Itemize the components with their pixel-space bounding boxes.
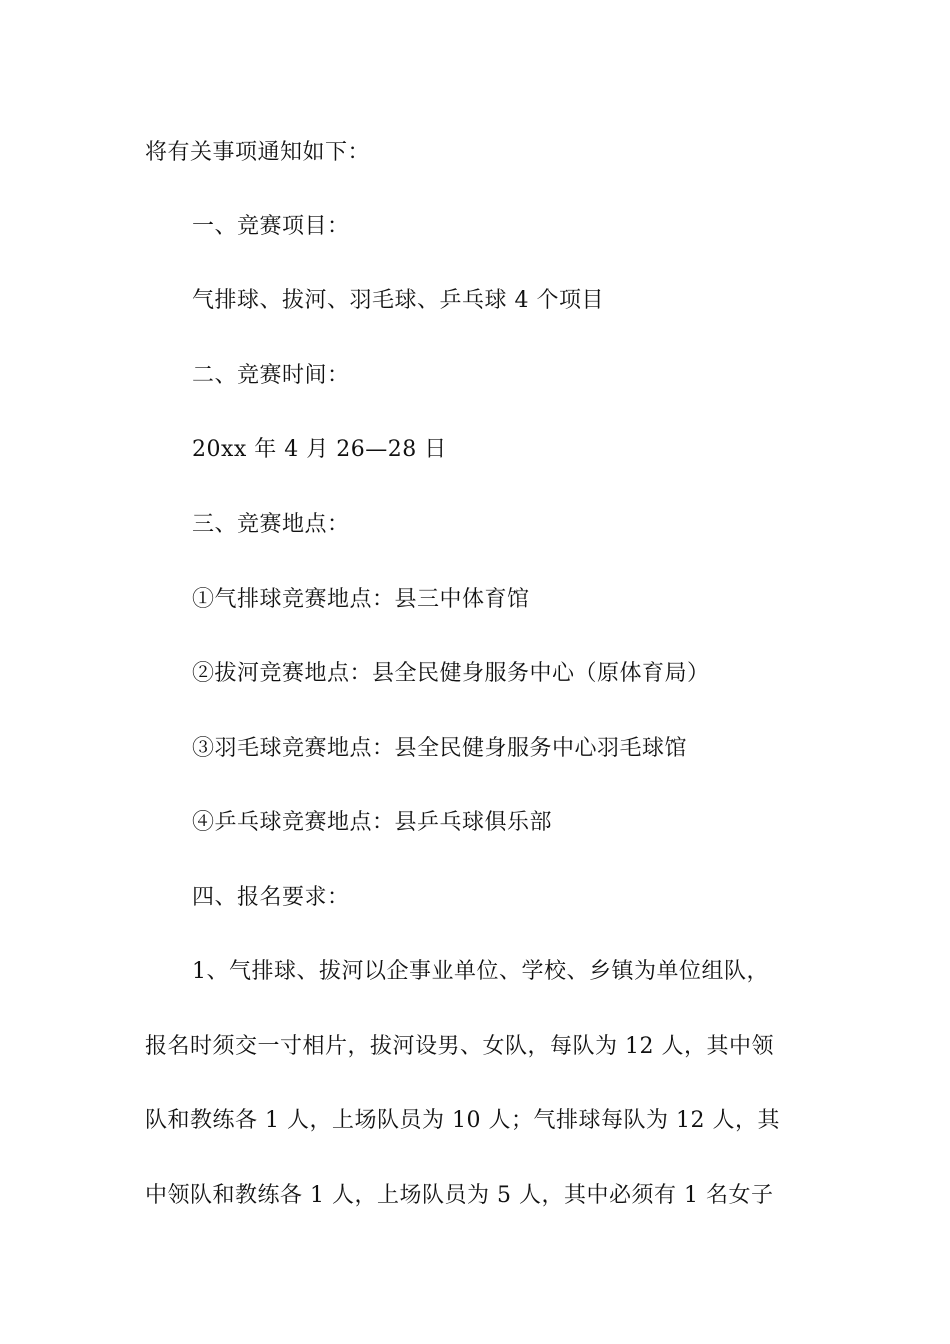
registration-line-1: 1、气排球、拔河以企事业单位、学校、乡镇为单位组队， (192, 959, 769, 984)
venue-badminton: ③羽毛球竞赛地点：县全民健身服务中心羽毛球馆 (192, 736, 688, 761)
section-heading-registration: 四、报名要求： (192, 885, 350, 910)
competition-dates: 20xx 年 4 月 26—28 日 (192, 437, 447, 462)
section-heading-time: 二、竞赛时间： (192, 363, 350, 388)
venue-table-tennis: ④乒乓球竞赛地点：县乒乓球俱乐部 (192, 810, 553, 835)
venue-volleyball: ①气排球竞赛地点：县三中体育馆 (192, 587, 530, 612)
registration-line-2: 报名时须交一寸相片，拔河设男、女队，每队为 12 人，其中领 (145, 1034, 774, 1059)
section-heading-events: 一、竞赛项目： (192, 214, 350, 239)
events-list: 气排球、拔河、羽毛球、乒乓球 4 个项目 (192, 288, 604, 313)
registration-line-3: 队和教练各 1 人，上场队员为 10 人；气排球每队为 12 人，其 (145, 1108, 780, 1133)
venue-tug-of-war: ②拔河竞赛地点：县全民健身服务中心（原体育局） (192, 661, 710, 686)
registration-line-4: 中领队和教练各 1 人，上场队员为 5 人，其中必须有 1 名女子 (145, 1183, 774, 1208)
intro-line: 将有关事项通知如下： (145, 140, 371, 165)
section-heading-venues: 三、竞赛地点： (192, 512, 350, 537)
